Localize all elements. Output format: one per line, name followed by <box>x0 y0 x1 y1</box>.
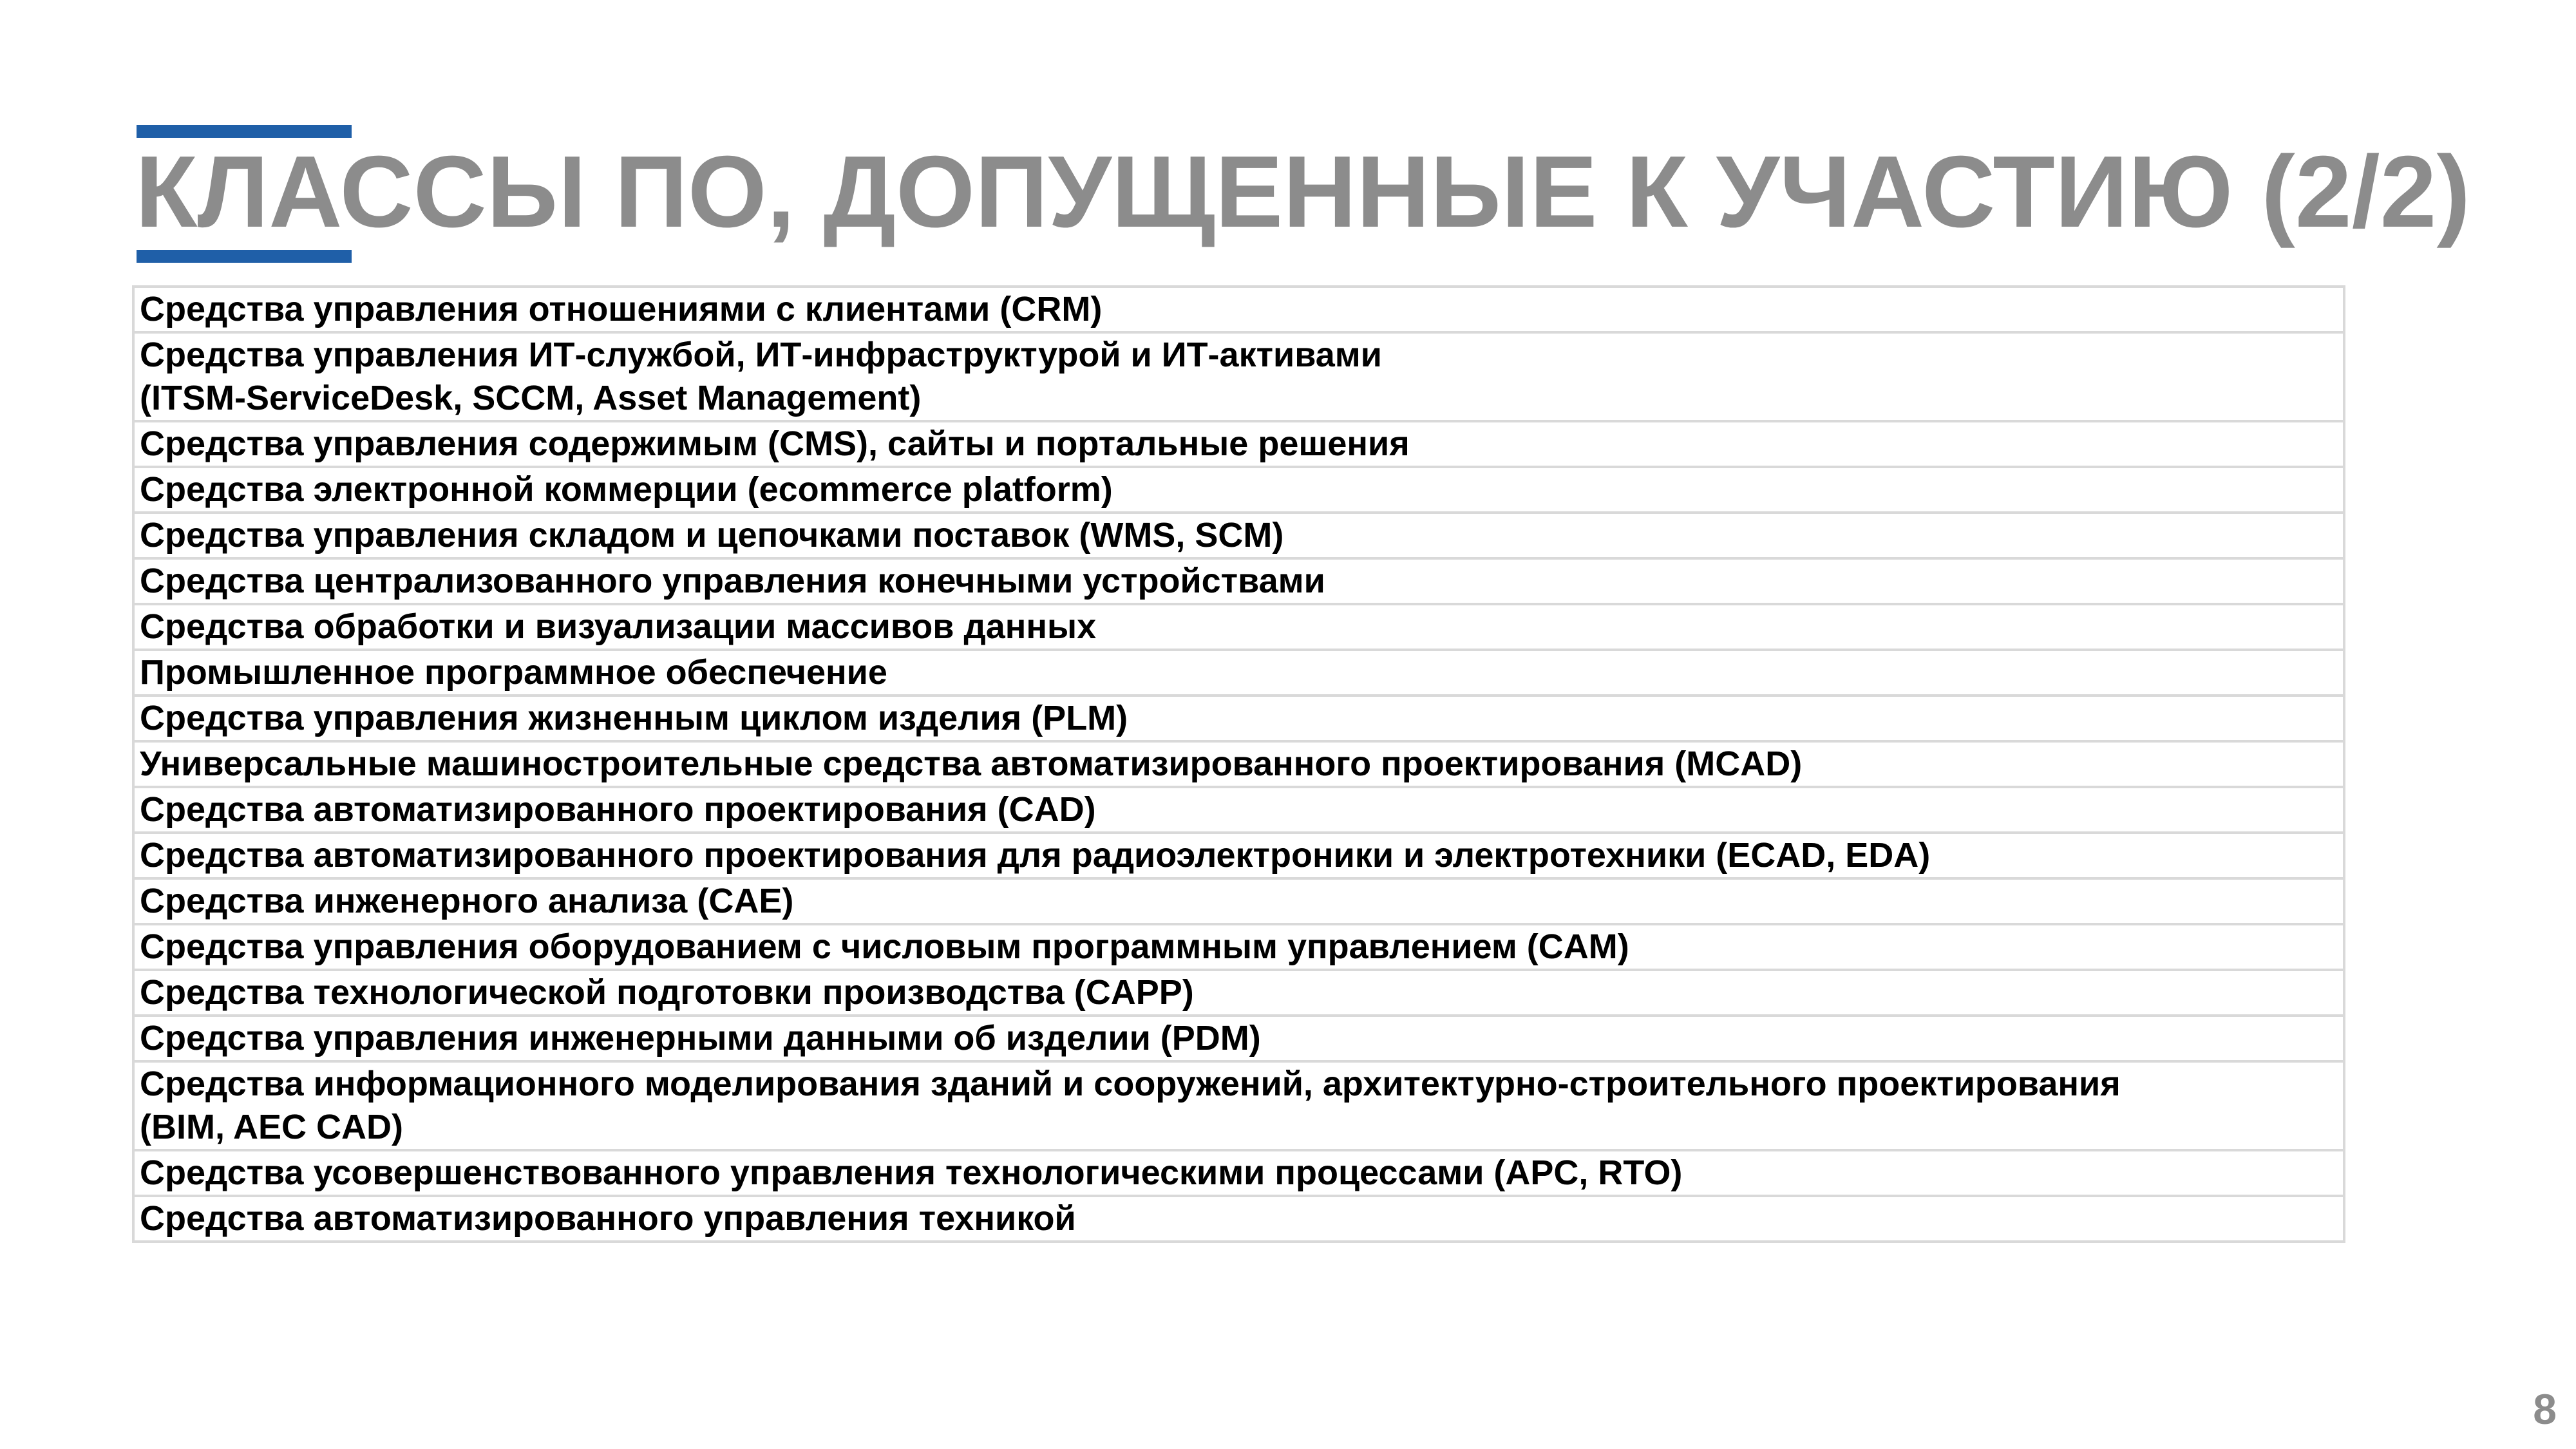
table-row <box>133 696 2344 741</box>
software-class-cell <box>133 924 2344 970</box>
table-row <box>133 1016 2344 1061</box>
software-class-cell <box>133 1016 2344 1061</box>
table-row <box>133 741 2344 787</box>
table-row <box>133 787 2344 833</box>
software-class-name: Средства централизованного управления конечными устройствами <box>140 562 1325 600</box>
table-row <box>133 513 2344 558</box>
software-class-cell <box>133 467 2344 513</box>
slide-title: КЛАССЫ ПО, ДОПУЩЕННЫЕ К УЧАСТИЮ (2/2) <box>135 135 2471 249</box>
software-class-name: Средства управления содержимым (CMS), сайты и портальные решения <box>140 424 1410 463</box>
software-class-cell <box>133 741 2344 787</box>
software-class-cell <box>133 332 2344 421</box>
software-class-name: Средства автоматизированного управления техникой <box>140 1199 1076 1238</box>
software-class-cell <box>133 513 2344 558</box>
software-class-name: Средства усовершенствованного управления технологическими процессами (APC, RTO) <box>140 1153 1683 1192</box>
table-row <box>133 650 2344 696</box>
table-row <box>133 287 2344 332</box>
table-row <box>133 878 2344 924</box>
software-class-name: Средства автоматизированного проектирования для радиоэлектроники и электротехники (ECAD, EDA) <box>140 836 1931 875</box>
software-class-name: Средства управления отношениями с клиентами (CRM) <box>140 290 1103 328</box>
table-row <box>133 421 2344 467</box>
software-class-cell <box>133 696 2344 741</box>
table-row <box>133 970 2344 1016</box>
table-row <box>133 1061 2344 1150</box>
software-class-cell <box>133 1196 2344 1242</box>
software-class-name: Средства управления инженерными данными об изделии (PDM) <box>140 1019 1261 1057</box>
software-class-cell <box>133 878 2344 924</box>
table-body <box>133 287 2344 1242</box>
software-class-name: Средства управления оборудованием с числовым программным управлением (CAM) <box>140 927 1629 966</box>
software-class-name: Средства обработки и визуализации массивов данных <box>140 607 1097 646</box>
software-class-cell <box>133 970 2344 1016</box>
software-class-name: Средства инженерного анализа (CAE) <box>140 882 794 920</box>
software-class-name: Средства технологической подготовки производства (CAPP) <box>140 973 1194 1012</box>
software-class-name: Средства информационного моделирования зданий и сооружений, архитектурно-строительного проектирования <box>140 1065 2121 1103</box>
table-row <box>133 558 2344 604</box>
table-row <box>133 604 2344 650</box>
table-row <box>133 924 2344 970</box>
software-class-cell <box>133 1061 2344 1150</box>
software-class-name: Промышленное программное обеспечение <box>140 653 887 692</box>
software-class-name: Средства управления ИТ-службой, ИТ-инфраструктурой и ИТ-активами <box>140 336 1382 374</box>
software-class-name: Универсальные машиностроительные средства автоматизированного проектирования (MCAD) <box>140 744 1803 783</box>
software-class-cell <box>133 558 2344 604</box>
software-class-cell <box>133 604 2344 650</box>
software-class-name: Средства автоматизированного проектирования (CAD) <box>140 790 1096 829</box>
software-class-cell <box>133 287 2344 332</box>
table-row <box>133 332 2344 421</box>
table-row <box>133 833 2344 878</box>
software-class-cell <box>133 787 2344 833</box>
software-class-cell <box>133 833 2344 878</box>
software-class-cell <box>133 1150 2344 1196</box>
software-class-abbreviations: (BIM, AEC CAD) <box>140 1108 403 1146</box>
software-class-name: Средства управления жизненным циклом изделия (PLM) <box>140 699 1128 737</box>
table-row <box>133 1150 2344 1196</box>
table-row <box>133 467 2344 513</box>
software-class-cell <box>133 421 2344 467</box>
software-class-cell <box>133 650 2344 696</box>
software-class-name: Средства электронной коммерции (ecommerce platform) <box>140 470 1113 509</box>
software-classes-table <box>132 285 2345 1243</box>
software-class-name: Средства управления складом и цепочками поставок (WMS, SCM) <box>140 516 1284 554</box>
title-accent-bar-bottom <box>137 250 352 263</box>
software-class-abbreviations: (ITSM-ServiceDesk, SCCM, Asset Management) <box>140 379 922 417</box>
table-row <box>133 1196 2344 1242</box>
page-number: 8 <box>2533 1385 2557 1433</box>
